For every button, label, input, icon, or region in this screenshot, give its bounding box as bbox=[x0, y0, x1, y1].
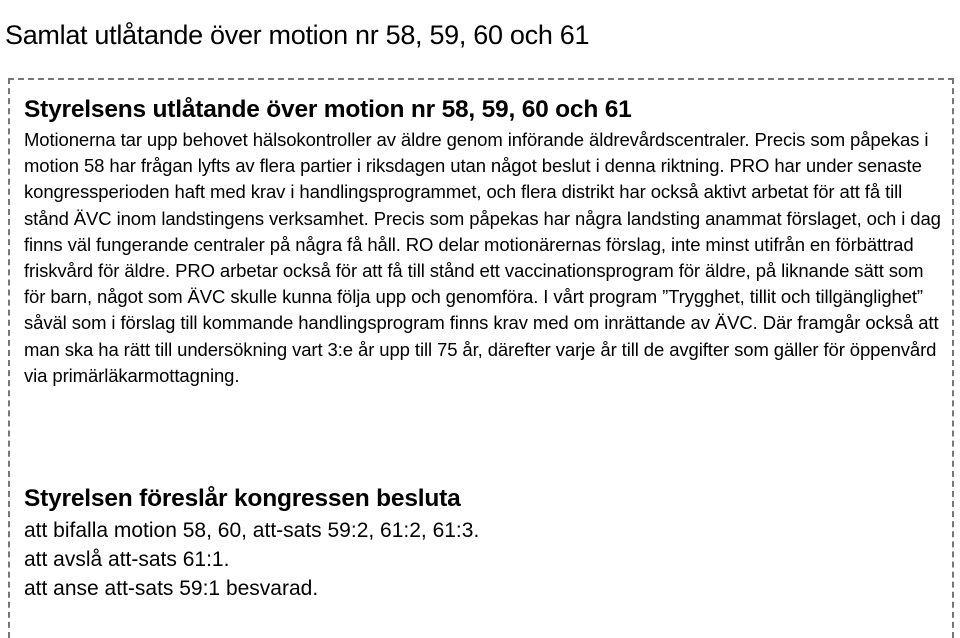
statement-heading: Styrelsens utlåtande över motion nr 58, 59, 60 och 61 bbox=[24, 96, 632, 123]
statement-body: Motionerna tar upp behovet hälsokontroller av äldre genom införande äldrevårdscentraler. Precis som påpekas i motion 58 har frågan lyfts av flera partier i riksdagen utan något beslut i denna riktning. PRO har under senaste kongressperioden haft med krav i handlingsprogrammet, och flera distrikt har också aktivt arbetat för att få till stånd ÄVC inom landstingens verksamhet. Precis som påpekas har några landsting anammat förslaget, och i dag finns väl fungerande centraler på några få håll. RO delar motionärernas förslag, inte minst utifrån en förbättrad friskvård för äldre. PRO arbetar också för att få till stånd ett vaccinationsprogram för äldre, på liknande sätt som för barn, något som ÄVC skulle kunna följa upp och genomföra. I vårt program ”Trygghet, tillit och tillgänglighet” såväl som i förslag till kommande handlingsprogram finns krav med om inrättande av ÄVC. Där framgår också att man ska ha rätt till undersökning vart 3:e år upp till 75 år, därefter varje år till de avgifter som gäller för öppenvård via primärläkarmottagning. bbox=[24, 129, 941, 386]
proposal-item: att bifalla motion 58, 60, att-sats 59:2, 61:2, 61:3. bbox=[24, 519, 480, 542]
proposal-list bbox=[24, 516, 479, 603]
proposal-item: att avslå att-sats 61:1. bbox=[24, 548, 230, 571]
proposal-heading: Styrelsen föreslår kongressen besluta bbox=[24, 485, 461, 512]
proposal-item: att anse att-sats 59:1 besvarad. bbox=[24, 577, 319, 600]
statement-frame bbox=[8, 78, 954, 638]
page-title: Samlat utlåtande över motion nr 58, 59, 60 och 61 bbox=[5, 20, 590, 50]
